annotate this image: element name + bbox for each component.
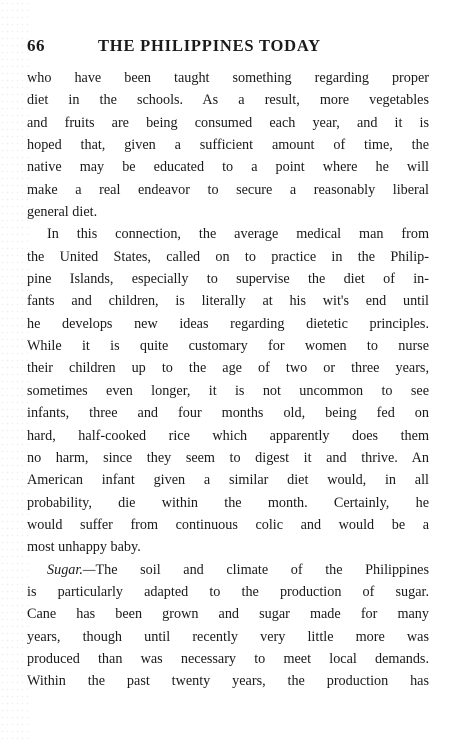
text-line: pine Islands, especially to supervise the diet of in- xyxy=(27,271,429,288)
text-line: In this connection, the average medical man from xyxy=(47,226,429,243)
text-line: diet in the schools. As a result, more vegetables xyxy=(27,92,429,109)
running-head: THE PHILIPPINES TODAY xyxy=(98,36,321,55)
text-line: While it is quite customary for women to nurse xyxy=(27,338,429,355)
text-line: make a real endeavor to secure a reasonably liberal xyxy=(27,181,429,198)
text-line-rest: The soil and climate of the Philippines xyxy=(95,561,429,578)
text-line: probability, die within the month. Certainly, he xyxy=(27,494,429,511)
text-line: Within the past twenty years, the production has xyxy=(27,673,429,690)
text-line: American infant given a similar diet would, in all xyxy=(27,472,429,489)
text-line: general diet. xyxy=(27,204,98,221)
text-line: native may be educated to a point where he will xyxy=(27,159,429,176)
text-line: the United States, called on to practice in the Philip- xyxy=(27,248,429,265)
text-line: no harm, since they seem to digest it and thrive. An xyxy=(27,449,429,466)
text-line: fants and children, is literally at his wit's end until xyxy=(27,293,429,310)
text-line: infants, three and four months old, being fed on xyxy=(27,405,429,422)
text-line: hoped that, given a sufficient amount of time, the xyxy=(27,137,429,154)
text-line: and fruits are being consumed each year, and it is xyxy=(27,114,429,131)
text-line: their children up to the age of two or three years, xyxy=(27,360,429,377)
body-text xyxy=(27,67,429,693)
text-line: sometimes even longer, it is not uncommon to see xyxy=(27,382,429,399)
text-line-section-start xyxy=(27,559,429,581)
text-line: who have been taught something regarding proper xyxy=(27,70,429,86)
text-line: most unhappy baby. xyxy=(27,539,141,556)
section-lead-sugar: Sugar.— xyxy=(47,561,96,578)
text-line: hard, half-cooked rice which apparently does them xyxy=(27,427,429,444)
text-line: he develops new ideas regarding dietetic principles. xyxy=(27,315,429,332)
page-header xyxy=(27,36,431,58)
text-line: years, though until recently very little more was xyxy=(27,628,429,645)
text-line: produced than was necessary to meet local demands. xyxy=(27,650,429,667)
text-line: is particularly adapted to the production of sugar. xyxy=(27,583,429,600)
text-line: would suffer from continuous colic and would be a xyxy=(27,516,429,533)
text-line: Cane has been grown and sugar made for many xyxy=(27,606,429,623)
page-number: 66 xyxy=(27,36,45,55)
page-edge-speckle xyxy=(0,0,30,742)
